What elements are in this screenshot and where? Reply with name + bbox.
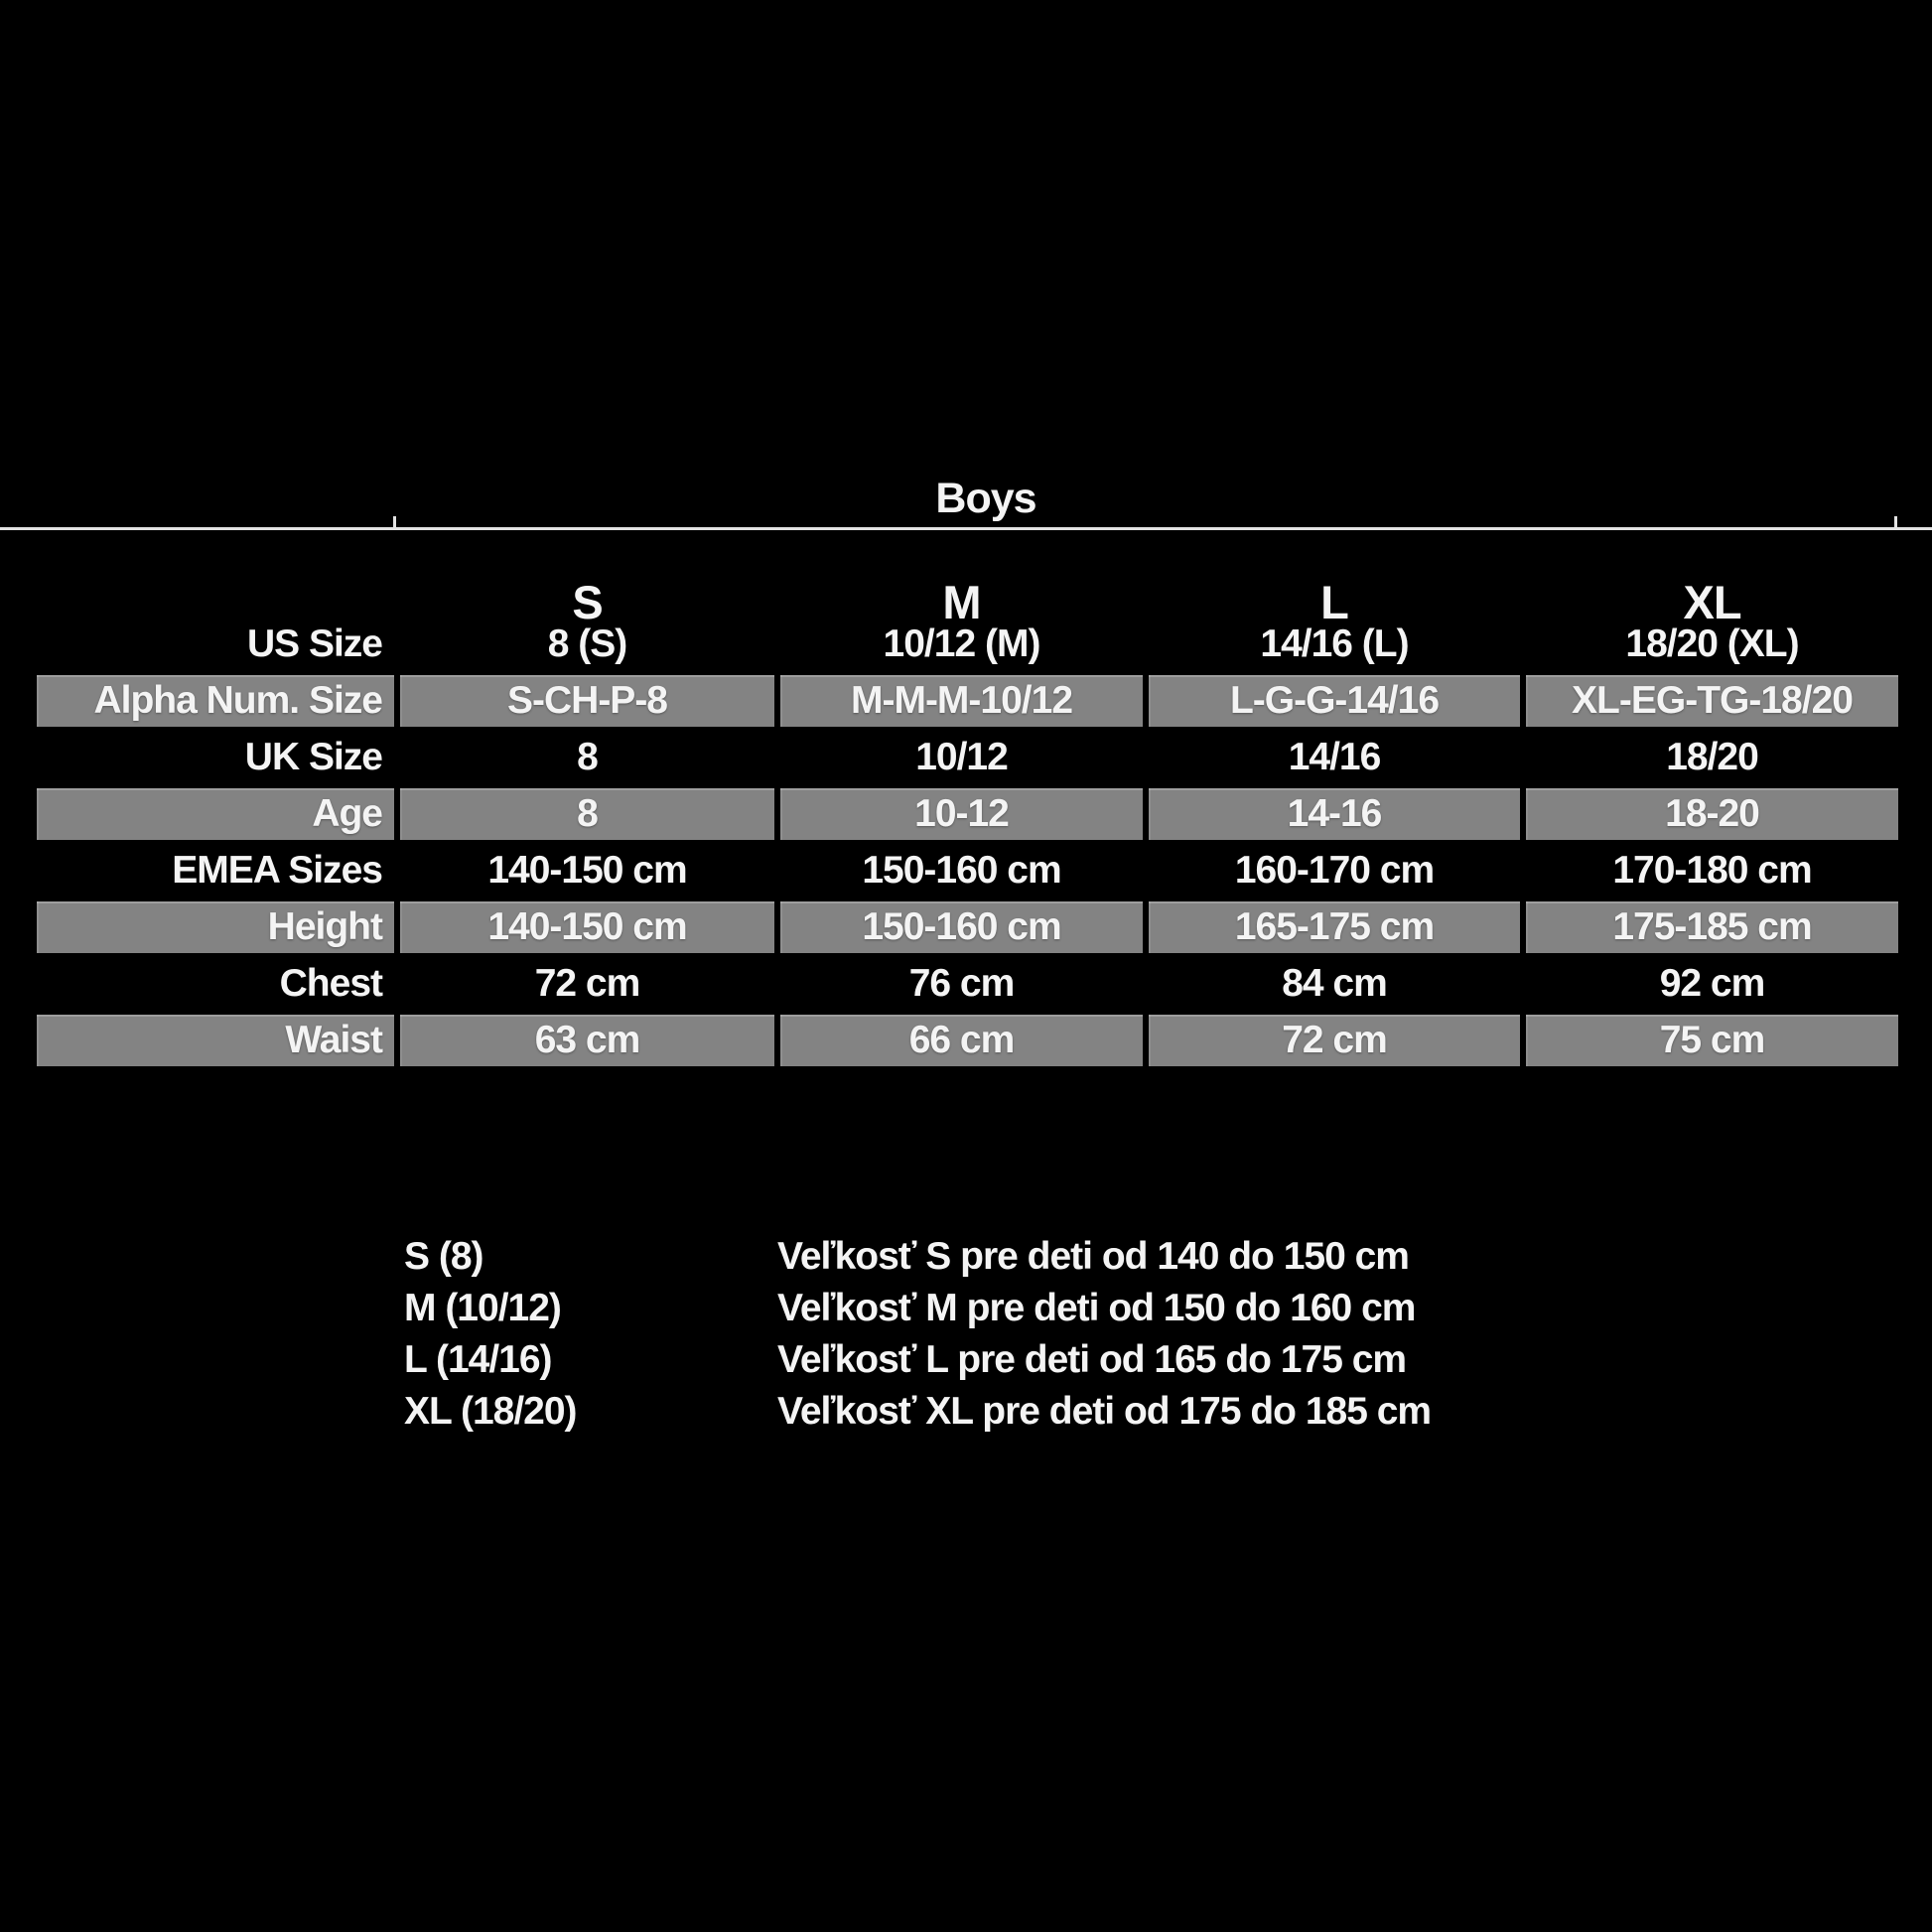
cell-height-xl: 175-185 cm — [1526, 901, 1898, 953]
row-label-alpha-num-size: Alpha Num. Size — [37, 675, 394, 727]
legend-size-m: M (10/12) — [404, 1287, 561, 1329]
row-label-emea-sizes: EMEA Sizes — [172, 848, 382, 892]
legend-desc-s: Veľkosť S pre deti od 140 do 150 cm — [777, 1235, 1409, 1278]
legend-desc-m: Veľkosť M pre deti od 150 do 160 cm — [777, 1287, 1416, 1329]
divider-tick-right — [1894, 516, 1897, 530]
cell-age-m: 10-12 — [780, 788, 1143, 840]
cell-alpha-num-size-l: L-G-G-14/16 — [1149, 675, 1520, 727]
legend-size-l: L (14/16) — [404, 1338, 552, 1381]
cell-uk-size-xl: 18/20 — [1666, 735, 1758, 778]
cell-emea-sizes-s: 140-150 cm — [487, 848, 687, 892]
row-label-age: Age — [37, 788, 394, 840]
cell-emea-sizes-xl: 170-180 cm — [1612, 848, 1812, 892]
cell-uk-size-m: 10/12 — [915, 735, 1008, 778]
cell-alpha-num-size-m: M-M-M-10/12 — [780, 675, 1143, 727]
cell-age-xl: 18-20 — [1526, 788, 1898, 840]
column-header-xl: XL — [1683, 576, 1741, 628]
column-header-m: M — [942, 576, 981, 628]
row-label-height: Height — [37, 901, 394, 953]
cell-chest-l: 84 cm — [1282, 961, 1387, 1005]
size-legend — [404, 1231, 1431, 1438]
cell-emea-sizes-m: 150-160 cm — [862, 848, 1061, 892]
cell-height-m: 150-160 cm — [780, 901, 1143, 953]
cell-alpha-num-size-xl: XL-EG-TG-18/20 — [1526, 675, 1898, 727]
cell-waist-m: 66 cm — [780, 1015, 1143, 1066]
cell-uk-size-l: 14/16 — [1288, 735, 1381, 778]
cell-age-l: 14-16 — [1149, 788, 1520, 840]
cell-us-size-m: 10/12 (M) — [883, 621, 1040, 665]
row-label-waist: Waist — [37, 1015, 394, 1066]
cell-emea-sizes-l: 160-170 cm — [1234, 848, 1435, 892]
cell-chest-s: 72 cm — [534, 961, 640, 1005]
legend-desc-l: Veľkosť L pre deti od 165 do 175 cm — [777, 1338, 1407, 1381]
divider-tick-left — [393, 516, 396, 530]
cell-height-l: 165-175 cm — [1149, 901, 1520, 953]
column-header-s: S — [572, 576, 603, 628]
cell-waist-l: 72 cm — [1149, 1015, 1520, 1066]
cell-age-s: 8 — [400, 788, 774, 840]
legend-desc-xl: Veľkosť XL pre deti od 175 do 185 cm — [777, 1390, 1432, 1433]
row-label-uk-size: UK Size — [244, 735, 382, 778]
page-title: Boys — [935, 475, 1036, 522]
cell-waist-xl: 75 cm — [1526, 1015, 1898, 1066]
cell-alpha-num-size-s: S-CH-P-8 — [400, 675, 774, 727]
cell-us-size-xl: 18/20 (XL) — [1625, 621, 1799, 665]
row-label-chest: Chest — [279, 961, 382, 1005]
cell-waist-s: 63 cm — [400, 1015, 774, 1066]
row-label-us-size: US Size — [246, 621, 382, 665]
cell-us-size-l: 14/16 (L) — [1260, 621, 1409, 665]
legend-size-s: S (8) — [404, 1235, 483, 1278]
cell-us-size-s: 8 (S) — [547, 621, 627, 665]
cell-height-s: 140-150 cm — [400, 901, 774, 953]
legend-size-xl: XL (18/20) — [404, 1390, 577, 1433]
column-header-l: L — [1320, 576, 1348, 628]
cell-chest-m: 76 cm — [908, 961, 1015, 1005]
cell-chest-xl: 92 cm — [1659, 961, 1765, 1005]
size-table — [37, 559, 1898, 1068]
table-top-divider — [0, 527, 1932, 530]
cell-uk-size-s: 8 — [577, 735, 598, 778]
